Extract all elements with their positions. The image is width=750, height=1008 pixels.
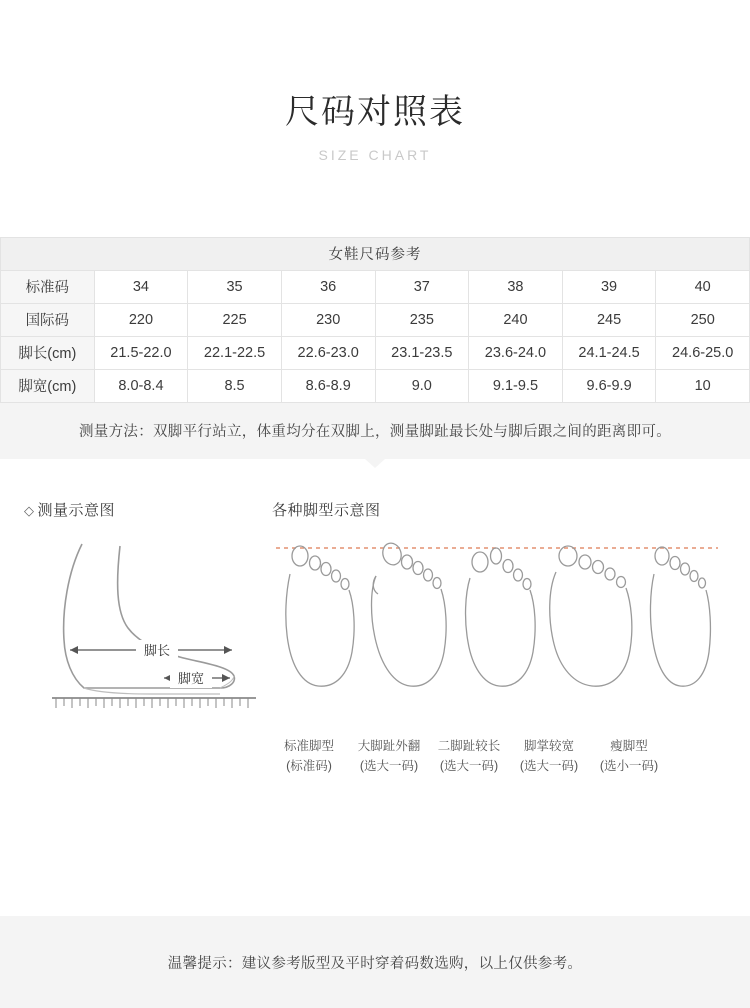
footer-tip-text: 温馨提示：建议参考版型及平时穿着码数选购，以上仅供参考。 xyxy=(167,955,583,972)
cell: 39 xyxy=(562,270,656,303)
cell: 240 xyxy=(469,303,563,336)
measurement-note-text: 测量方法：双脚平行站立，体重均分在双脚上，测量脚趾最长处与脚后跟之间的距离即可。 xyxy=(79,423,671,440)
foot-type-advice: (标准码) xyxy=(286,758,332,773)
cell: 23.6-24.0 xyxy=(469,336,563,369)
cell: 10 xyxy=(656,369,750,402)
table-row xyxy=(1,369,750,402)
cell: 8.6-8.9 xyxy=(281,369,375,402)
foot-type-item xyxy=(592,729,666,775)
row-label-international: 国际码 xyxy=(1,303,95,336)
cell: 38 xyxy=(469,270,563,303)
row-label-foot-length: 脚长(cm) xyxy=(1,336,95,369)
cell: 37 xyxy=(375,270,469,303)
cell: 23.1-23.5 xyxy=(375,336,469,369)
foot-type-advice: (选小一码) xyxy=(599,758,659,773)
table-caption-row xyxy=(1,237,750,270)
cell: 235 xyxy=(375,303,469,336)
diagram-section xyxy=(0,459,750,775)
cell: 245 xyxy=(562,303,656,336)
cell: 9.6-9.9 xyxy=(562,369,656,402)
foot-type-advice: (选大一码) xyxy=(359,758,419,773)
foot-types-heading: 各种脚型示意图 xyxy=(272,501,381,519)
foot-type-advice: (选大一码) xyxy=(439,758,499,773)
cell: 250 xyxy=(656,303,750,336)
cell: 34 xyxy=(94,270,188,303)
measurement-diagram-heading xyxy=(24,499,260,520)
foot-measure-illustration xyxy=(24,532,260,732)
cell: 22.6-23.0 xyxy=(281,336,375,369)
foot-type-name: 标准脚型 xyxy=(283,738,334,753)
foot-type-item xyxy=(432,729,506,775)
foot-type-name: 脚掌较宽 xyxy=(523,738,574,753)
foot-type-item xyxy=(512,729,586,775)
foot-type-item xyxy=(272,729,346,775)
table-row xyxy=(1,303,750,336)
cell: 225 xyxy=(188,303,282,336)
measurement-note xyxy=(0,403,750,459)
table-row xyxy=(1,336,750,369)
cell: 21.5-22.0 xyxy=(94,336,188,369)
foot-types-diagram xyxy=(260,499,750,775)
cell: 230 xyxy=(281,303,375,336)
diamond-icon: ◇ xyxy=(24,502,35,518)
cell: 8.5 xyxy=(188,369,282,402)
foot-type-item xyxy=(352,729,426,775)
cell: 8.0-8.4 xyxy=(94,369,188,402)
size-table-wrap xyxy=(0,237,750,403)
foot-type-name: 瘦脚型 xyxy=(610,738,648,753)
footer-tip xyxy=(0,916,750,1008)
page-subtitle: SIZE CHART xyxy=(318,146,432,163)
page-title: 尺码对照表 xyxy=(285,93,465,131)
svg-text:脚宽: 脚宽 xyxy=(177,670,205,686)
cell: 24.6-25.0 xyxy=(656,336,750,369)
page-header xyxy=(0,0,750,163)
cell: 220 xyxy=(94,303,188,336)
table-caption: 女鞋尺码参考 xyxy=(1,237,750,270)
cell: 9.1-9.5 xyxy=(469,369,563,402)
cell: 22.1-22.5 xyxy=(188,336,282,369)
row-label-foot-width: 脚宽(cm) xyxy=(1,369,95,402)
foot-types-captions xyxy=(272,729,750,775)
svg-text:脚长: 脚长 xyxy=(143,642,171,658)
row-label-standard: 标准码 xyxy=(1,270,95,303)
foot-type-name: 大脚趾外翻 xyxy=(357,738,421,753)
cell: 24.1-24.5 xyxy=(562,336,656,369)
size-table xyxy=(0,237,750,403)
cell: 9.0 xyxy=(375,369,469,402)
measurement-diagram xyxy=(0,499,260,775)
measurement-diagram-label: 测量示意图 xyxy=(37,501,116,519)
foot-types-illustration xyxy=(272,532,722,712)
cell: 35 xyxy=(188,270,282,303)
table-row xyxy=(1,270,750,303)
foot-type-name: 二脚趾较长 xyxy=(437,738,501,753)
cell: 36 xyxy=(281,270,375,303)
foot-type-advice: (选大一码) xyxy=(519,758,579,773)
cell: 40 xyxy=(656,270,750,303)
